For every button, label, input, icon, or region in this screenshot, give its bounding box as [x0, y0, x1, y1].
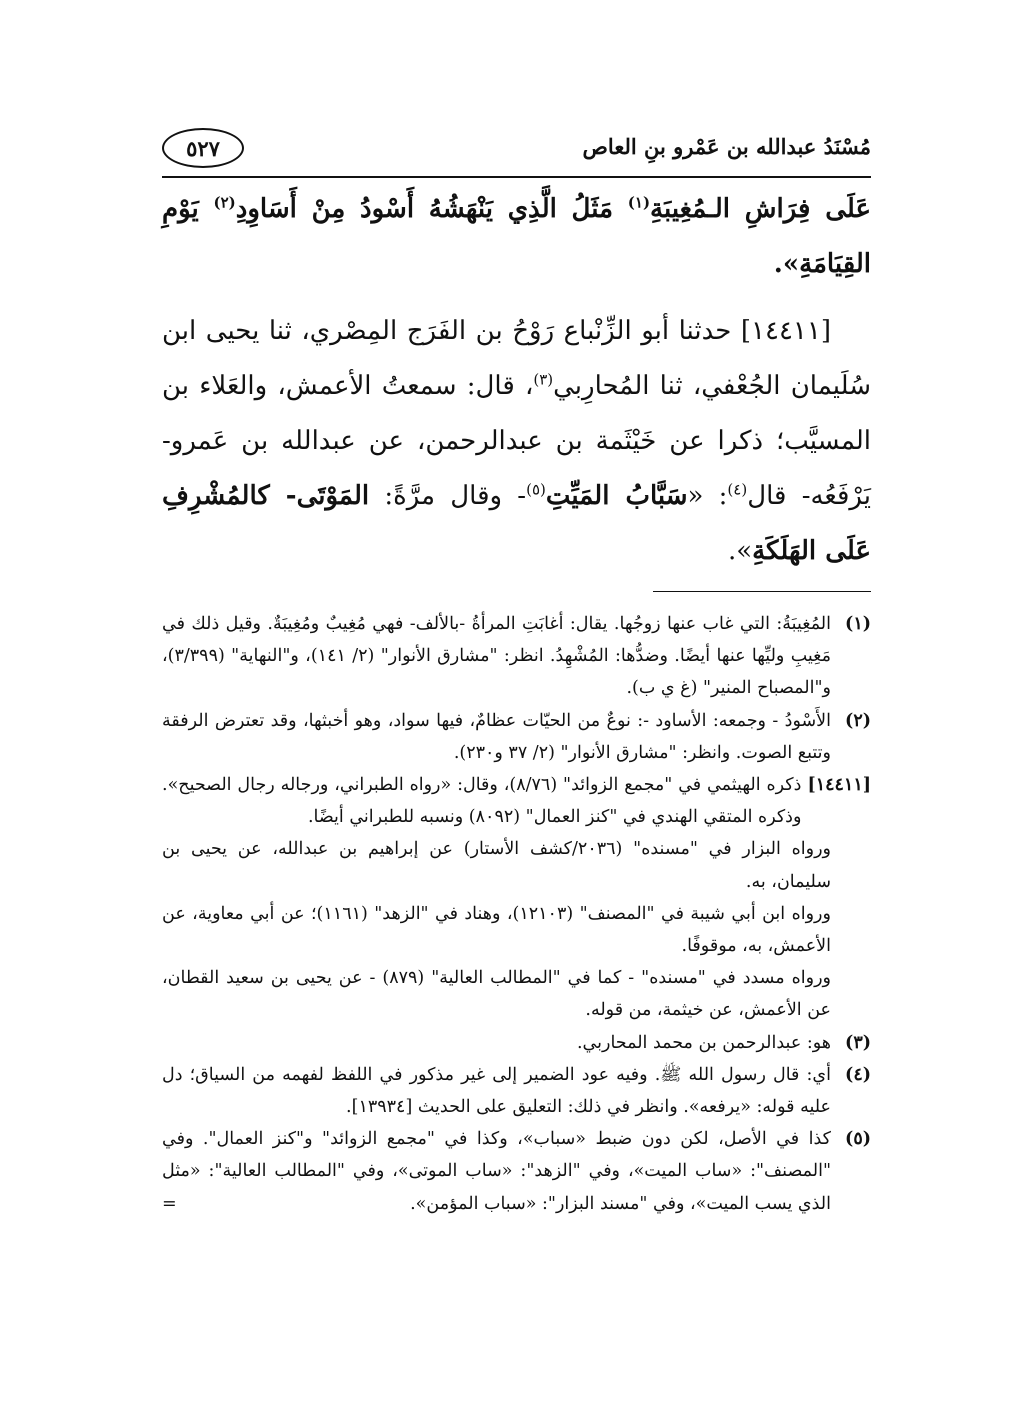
text-segment: - وقال مرَّةً:: [369, 481, 527, 511]
page-header: [162, 120, 871, 178]
footnote-ref-4: (٤): [727, 480, 748, 499]
footnote-number: (٣): [845, 1032, 871, 1053]
paragraph-continuation: [162, 182, 871, 292]
footnote-ref-3: (٣): [533, 370, 554, 389]
hadith-text: المَوْتَى- كالمُشْرِفِ عَلَى الهَلَكَةِ: [162, 481, 871, 566]
page-number: ٥٢٧: [162, 128, 244, 168]
hadith-number: [١٤٤١١]: [807, 775, 871, 796]
footnote-text: هو: عبدالرحمن بن محمد المحاربي.: [576, 1032, 831, 1053]
footnote-4: [162, 1059, 871, 1123]
footnote-3: [162, 1027, 871, 1059]
footnote-ref-1: (١): [627, 193, 651, 212]
footnote-body: كذا في الأصل، لكن دون ضبط «سباب»، وكذا في "مجمع الزوائد" و"كنز العمال". وفي "المصنف": «ساب الميت»، وفي "الزهد": «ساب الموتى»، وفي "المطالب العالية": «مثل الذي يسب الميت»، وفي "مسند البزار": «سباب المؤمن».: [162, 1129, 831, 1214]
main-text: [162, 182, 871, 579]
footnote-number: (٥): [845, 1129, 871, 1150]
header-rule: [162, 176, 871, 178]
text-segment: مَثَلُ الَّذِي يَنْهَشُهُ أَسْودُ مِنْ أَسَاوِدِ: [235, 194, 628, 224]
takhrij-paragraph-3: ورواه مسدد في "مسنده" - كما في "المطالب العالية" (٨٧٩) - عن يحيى بن سعيد القطان، عن الأعمش، عن خيثمة، من قوله.: [162, 968, 831, 1021]
footnote-text: المُغِيبَةُ: التي غاب عنها زوجُها. يقال: أغابَتِ المرأةُ -بالألف- فهي مُغِيبٌ ومُغِيبَةٌ. وقيل ذلك في مَغِيبِ وليِّها عنها أيضًا. وضدُّها: المُشْهِدُ. انظر: "مشارق الأنوار" (٢/ ١٤١)، و"النهاية" (٣/٣٩٩)، و"المصباح المنير" (غ ي ب).: [162, 614, 831, 699]
hadith-paragraph: [162, 304, 871, 579]
footnote-text: الأَسْودُ - وجمعه: الأساود -: نوعٌ من الحيّات عظامٌ، فيها سواد، وهو أخبثها، وقد تعترض الرفقة وتتبع الصوت. وانظر: "مشارق الأنوار" (٢/ ٣٧ و٢٣٠).: [162, 710, 831, 763]
footnote-number: (٤): [845, 1064, 871, 1085]
text-segment: [١٤٤١١] حدثنا أبو الزِّنْباع رَوْحُ بن الفَرَج المِصْري، ثنا يحيى ابن سُلَيمان الجُعْفي، ثنا المُحارِبي: [162, 316, 871, 401]
text-segment: يَوْمِ القِيَامَةِ».: [162, 194, 871, 279]
footnote-ref-5: (٥): [526, 480, 546, 499]
footnote-text: [162, 1123, 831, 1220]
text-segment: عَلَى فِرَاشِ الـمُغِيبَةِ: [650, 194, 871, 224]
takhrij-paragraph-1: ورواه البزار في "مسنده" (٢٠٣٦/كشف الأستار) عن إبراهيم بن عبدالله، عن يحيى بن سليمان، به.: [162, 839, 831, 892]
footnote-number: (١): [845, 614, 871, 634]
footnote-separator: [653, 591, 871, 592]
footnote-text: أي: قال رسول الله ﷺ. وفيه عود الضمير إلى غير مذكور في اللفظ لفهمه من السياق؛ دل عليه قوله: «يرفعه». وانظر في ذلك: التعليق على الحديث [١٣٩٣٤].: [162, 1064, 831, 1118]
footnote-2: [162, 705, 871, 769]
takhrij-paragraph-2: ورواه ابن أبي شيبة في "المصنف" (١٢١٠٣)، وهناد في "الزهد" (١١٦١)؛ عن أبي معاوية، عن الأعمش، به، موقوفًا.: [162, 903, 831, 957]
text-segment: : «: [687, 481, 728, 511]
text-segment: ، قال: سمعتُ الأعمش، والعَلاء بن المسيَّب؛ ذكرا عن خَيْثَمة بن عبدالرحمن، عن عبدالله بن عَمرو- يَرْفَعُه- قال: [162, 371, 871, 511]
footnote-ref-2: (٢): [213, 193, 236, 212]
footnotes: [162, 608, 871, 1220]
footnote-5: [162, 1123, 871, 1220]
footnote-number: (٢): [845, 710, 871, 731]
hadith-text: سَبَّابُ المَيِّتِ: [545, 481, 688, 511]
hadith-takhrij: [162, 769, 871, 833]
running-title: مُسْنَدُ عبدالله بن عَمْرو بنِ العاص: [582, 134, 871, 159]
footnote-1: [162, 608, 871, 705]
continuation-mark: =: [162, 1193, 177, 1214]
takhrij-text: ذكره الهيثمي في "مجمع الزوائد" (٨/٧٦)، وقال: «رواه الطبراني، ورجاله رجال الصحيح». وذكره المتقي الهندي في "كنز العمال" (٨٠٩٢) ونسبه للطبراني أيضًا.: [162, 775, 802, 828]
text-segment: ».: [727, 536, 753, 566]
